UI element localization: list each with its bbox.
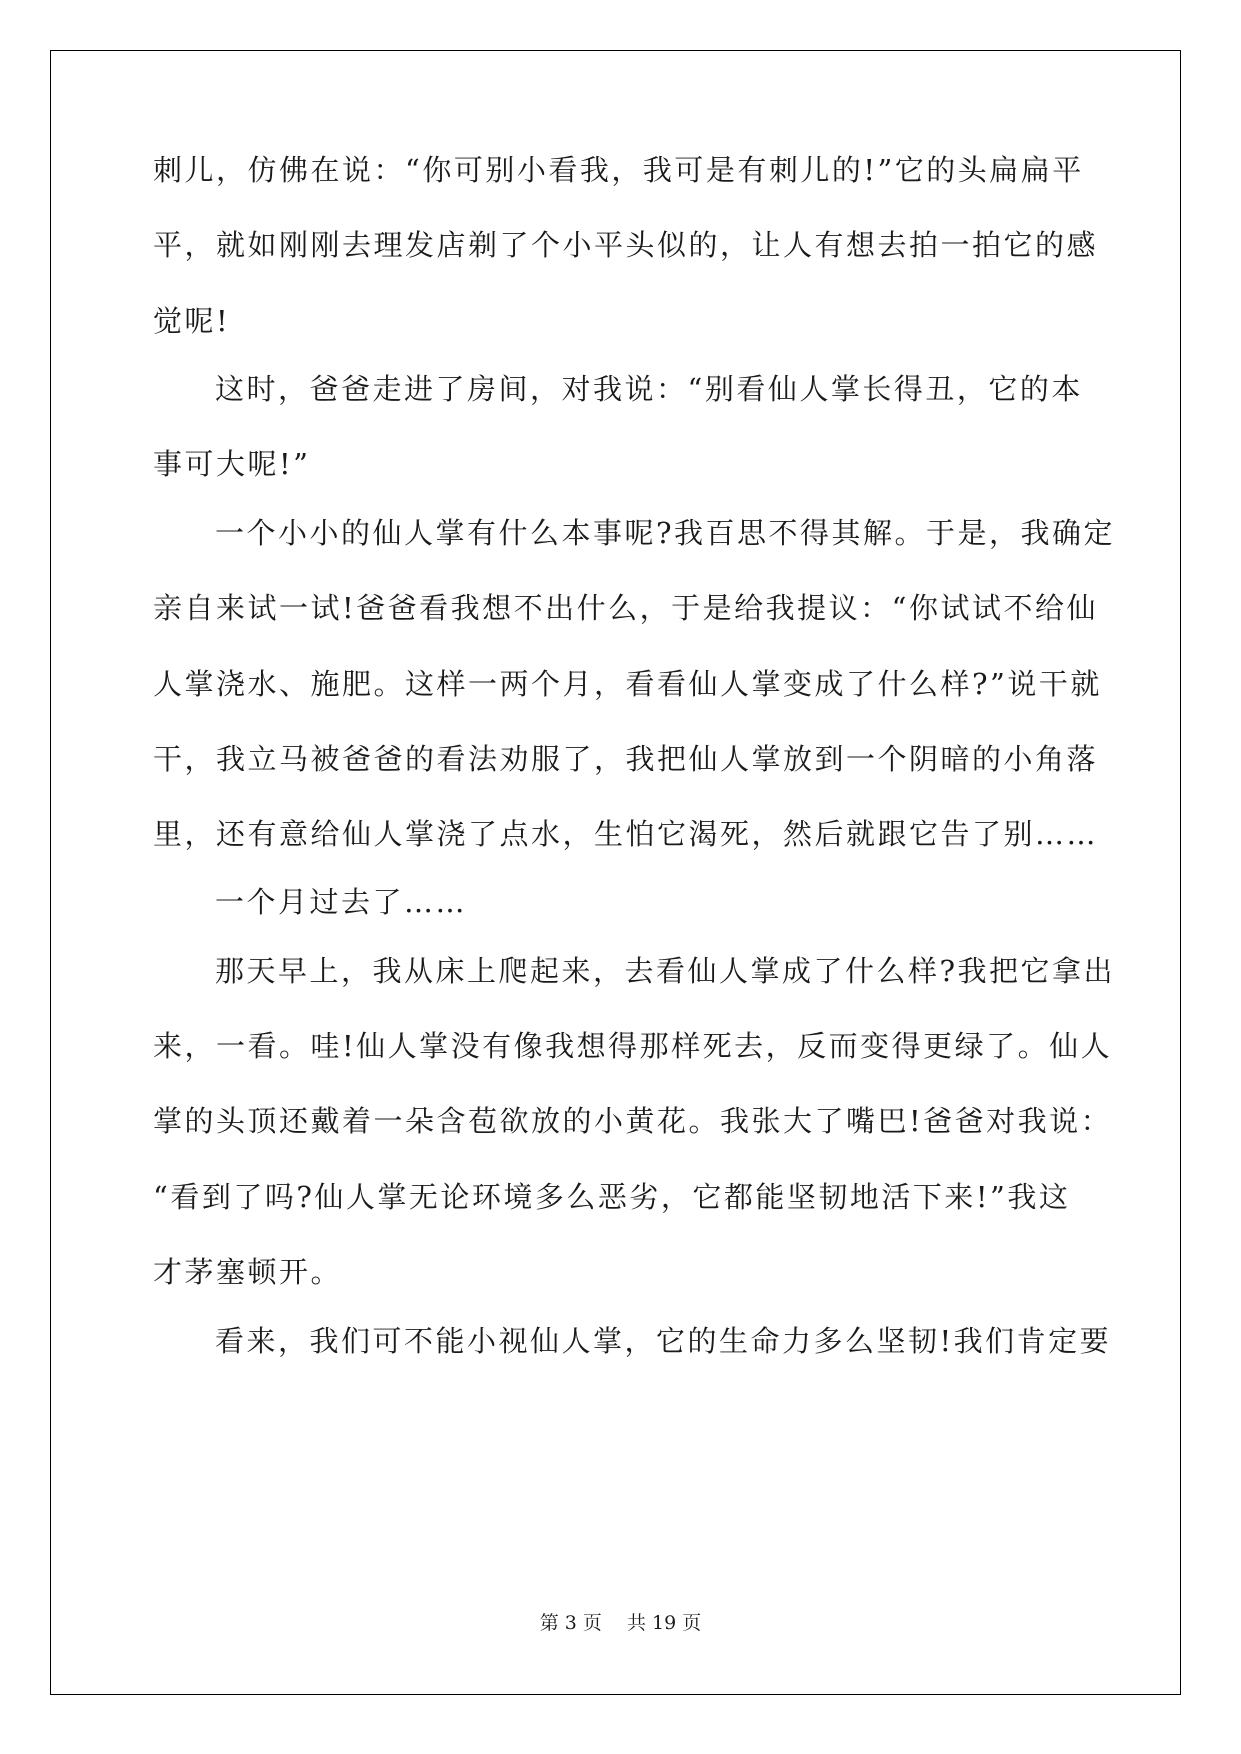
text-line: 平，就如刚刚去理发店剃了个小平头似的，让人有想去拍一拍它的感 [153,228,1099,262]
paragraph-start-line: 这时，爸爸走进了房间，对我说：“别看仙人掌长得丑，它的本 [215,372,1083,406]
text-line: 掌的头顶还戴着一朵含苞欲放的小黄花。我张大了嘴巴!爸爸对我说： [153,1104,1113,1138]
text-line: 觉呢! [153,304,231,338]
paragraph-start-line: 那天早上，我从床上爬起来，去看仙人掌成了什么样?我把它拿出 [215,954,1116,988]
text-line: 来，一看。哇!仙人掌没有像我想得那样死去，反而变得更绿了。仙人 [153,1029,1113,1063]
paragraph-start-line: 一个小小的仙人掌有什么本事呢?我百思不得其解。于是，我确定 [215,516,1116,550]
text-line: “看到了吗?仙人掌无论环境多么恶劣，它都能坚韧地活下来!”我这 [153,1180,1071,1214]
text-line: 刺儿，仿佛在说：“你可别小看我，我可是有刺儿的!”它的头扁扁平 [153,153,1084,187]
text-line: 干，我立马被爸爸的看法劝服了，我把仙人掌放到一个阴暗的小角落 [153,742,1099,776]
paragraph-start-line: 一个月过去了…… [215,885,468,919]
paragraph-start-line: 看来，我们可不能小视仙人掌，它的生命力多么坚韧!我们肯定要 [215,1324,1112,1358]
text-line: 才茅塞顿开。 [153,1255,343,1289]
page-number-footer: 第 3 页 共 19 页 [539,1612,702,1634]
text-line: 里，还有意给仙人掌浇了点水，生怕它渴死，然后就跟它告了别…… [153,817,1099,851]
text-line: 事可大呢!” [153,447,311,481]
text-line: 人掌浇水、施肥。这样一两个月，看看仙人掌变成了什么样?”说干就 [153,667,1102,701]
text-line: 亲自来试一试!爸爸看我想不出什么，于是给我提议：“你试试不给仙 [153,591,1098,625]
page-border [50,50,1181,1695]
